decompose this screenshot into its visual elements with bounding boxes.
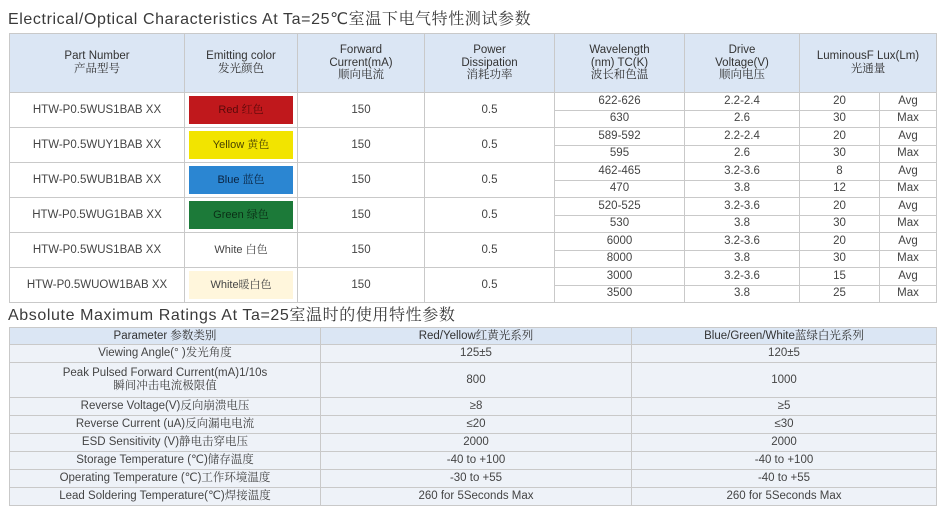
wavelength-cell: 622-626 <box>555 93 685 111</box>
luminous-flux-cell: 25 <box>800 285 880 303</box>
color-swatch: Red 红色 <box>189 96 293 124</box>
wavelength-cell: 595 <box>555 145 685 163</box>
stat-label-cell: Avg <box>880 128 937 146</box>
parameter-label: Peak Pulsed Forward Current(mA)1/10s <box>62 367 268 380</box>
parameter-cell <box>10 434 321 452</box>
electrical-characteristics-table <box>9 33 937 303</box>
stat-label-cell: Max <box>880 215 937 233</box>
drive-voltage-cell: 3.8 <box>685 215 800 233</box>
header-drive-voltage: Drive Voltage(V) 顺向电压 <box>685 34 800 93</box>
color-swatch: Yellow 黄色 <box>189 131 293 159</box>
forward-current-cell: 150 <box>298 163 425 198</box>
wavelength-cell: 470 <box>555 180 685 198</box>
electrical-section-title: Electrical/Optical Characteristics At Ta=25℃室温下电气特性测试参数 <box>8 11 532 28</box>
parameter-label: Viewing Angle(° )发光角度 <box>98 347 232 360</box>
wavelength-cell: 3000 <box>555 268 685 286</box>
luminous-flux-cell: 20 <box>800 128 880 146</box>
drive-voltage-cell: 2.6 <box>685 145 800 163</box>
wavelength-cell: 6000 <box>555 233 685 251</box>
red-yellow-value-cell: 2000 <box>321 434 632 452</box>
part-number-cell: HTW-P0.5WUY1BAB XX <box>10 128 185 163</box>
blue-green-white-value-cell: 260 for 5Seconds Max <box>632 488 937 506</box>
color-swatch: Blue 蓝色 <box>189 166 293 194</box>
power-dissipation-cell: 0.5 <box>425 128 555 163</box>
blue-green-white-value-cell: ≤30 <box>632 416 937 434</box>
parameter-label: Reverse Current (uA)反向漏电电流 <box>75 418 255 431</box>
part-number-cell: HTW-P0.5WUS1BAB XX <box>10 93 185 128</box>
luminous-flux-cell: 20 <box>800 198 880 216</box>
red-yellow-value-cell: 800 <box>321 363 632 398</box>
emitting-color-cell <box>185 163 298 198</box>
absolute-section-title: Absolute Maximum Ratings At Ta=25室温时的使用特性参数 <box>8 307 456 324</box>
wavelength-cell: 462-465 <box>555 163 685 181</box>
absolute-header-row <box>10 328 937 345</box>
part-number-cell: HTW-P0.5WUB1BAB XX <box>10 163 185 198</box>
red-yellow-value-cell: 125±5 <box>321 345 632 363</box>
parameter-label: Lead Soldering Temperature(℃)焊接温度 <box>59 490 271 503</box>
power-dissipation-cell: 0.5 <box>425 268 555 303</box>
parameter-label: Operating Temperature (℃)工作环境温度 <box>59 472 271 485</box>
stat-label-cell: Avg <box>880 268 937 286</box>
wavelength-cell: 520-525 <box>555 198 685 216</box>
stat-label-cell: Max <box>880 250 937 268</box>
emitting-color-cell <box>185 233 298 268</box>
parameter-cell <box>10 488 321 506</box>
power-dissipation-cell: 0.5 <box>425 233 555 268</box>
color-swatch: White暖白色 <box>189 271 293 299</box>
stat-label-cell: Max <box>880 285 937 303</box>
table-row <box>10 488 937 506</box>
wavelength-cell: 8000 <box>555 250 685 268</box>
table-row <box>10 128 937 146</box>
table-row <box>10 434 937 452</box>
header-part-number: Part Number 产品型号 <box>10 34 185 93</box>
parameter-label: 瞬间冲击电流极限值 <box>113 380 217 392</box>
header-forward-current: Forward Current(mA) 顺向电流 <box>298 34 425 93</box>
red-yellow-value-cell: -40 to +100 <box>321 452 632 470</box>
table-row <box>10 233 937 251</box>
header-blue-green-white: Blue/Green/White蓝绿白光系列 <box>632 328 937 345</box>
drive-voltage-cell: 3.2-3.6 <box>685 163 800 181</box>
parameter-cell <box>10 470 321 488</box>
parameter-cell <box>10 416 321 434</box>
red-yellow-value-cell: -30 to +55 <box>321 470 632 488</box>
wavelength-cell: 3500 <box>555 285 685 303</box>
blue-green-white-value-cell: 2000 <box>632 434 937 452</box>
header-red-yellow: Red/Yellow红黄光系列 <box>321 328 632 345</box>
stat-label-cell: Max <box>880 180 937 198</box>
table-row <box>10 93 937 111</box>
forward-current-cell: 150 <box>298 198 425 233</box>
wavelength-cell: 589-592 <box>555 128 685 146</box>
part-number-cell: HTW-P0.5WUG1BAB XX <box>10 198 185 233</box>
luminous-flux-cell: 30 <box>800 250 880 268</box>
blue-green-white-value-cell: 1000 <box>632 363 937 398</box>
forward-current-cell: 150 <box>298 128 425 163</box>
red-yellow-value-cell: ≥8 <box>321 398 632 416</box>
stat-label-cell: Max <box>880 145 937 163</box>
power-dissipation-cell: 0.5 <box>425 93 555 128</box>
header-power-dissipation: Power Dissipation 消耗功率 <box>425 34 555 93</box>
drive-voltage-cell: 2.2-2.4 <box>685 93 800 111</box>
drive-voltage-cell: 3.2-3.6 <box>685 268 800 286</box>
stat-label-cell: Avg <box>880 198 937 216</box>
luminous-flux-cell: 20 <box>800 93 880 111</box>
luminous-flux-cell: 30 <box>800 110 880 128</box>
electrical-header-row <box>10 34 937 93</box>
table-row <box>10 345 937 363</box>
table-row <box>10 416 937 434</box>
blue-green-white-value-cell: -40 to +100 <box>632 452 937 470</box>
absolute-maximum-ratings-table <box>9 327 937 506</box>
emitting-color-cell <box>185 93 298 128</box>
power-dissipation-cell: 0.5 <box>425 198 555 233</box>
table-row <box>10 398 937 416</box>
drive-voltage-cell: 3.8 <box>685 250 800 268</box>
color-swatch: Green 绿色 <box>189 201 293 229</box>
drive-voltage-cell: 2.2-2.4 <box>685 128 800 146</box>
emitting-color-cell <box>185 128 298 163</box>
drive-voltage-cell: 3.2-3.6 <box>685 198 800 216</box>
power-dissipation-cell: 0.5 <box>425 163 555 198</box>
table-row <box>10 470 937 488</box>
luminous-flux-cell: 20 <box>800 233 880 251</box>
table-row <box>10 452 937 470</box>
wavelength-cell: 630 <box>555 110 685 128</box>
stat-label-cell: Avg <box>880 163 937 181</box>
stat-label-cell: Avg <box>880 233 937 251</box>
stat-label-cell: Avg <box>880 93 937 111</box>
color-swatch: White 白色 <box>189 236 293 264</box>
table-row <box>10 198 937 216</box>
forward-current-cell: 150 <box>298 268 425 303</box>
luminous-flux-cell: 8 <box>800 163 880 181</box>
blue-green-white-value-cell: ≥5 <box>632 398 937 416</box>
blue-green-white-value-cell: -40 to +55 <box>632 470 937 488</box>
forward-current-cell: 150 <box>298 93 425 128</box>
parameter-cell <box>10 452 321 470</box>
parameter-cell <box>10 345 321 363</box>
part-number-cell: HTW-P0.5WUOW1BAB XX <box>10 268 185 303</box>
parameter-label: Reverse Voltage(V)反向崩溃电压 <box>80 400 250 413</box>
header-wavelength: Wavelength (nm) TC(K) 波长和色温 <box>555 34 685 93</box>
drive-voltage-cell: 3.8 <box>685 180 800 198</box>
parameter-cell <box>10 398 321 416</box>
blue-green-white-value-cell: 120±5 <box>632 345 937 363</box>
parameter-cell <box>10 363 321 398</box>
forward-current-cell: 150 <box>298 233 425 268</box>
emitting-color-cell <box>185 268 298 303</box>
wavelength-cell: 530 <box>555 215 685 233</box>
stat-label-cell: Max <box>880 110 937 128</box>
luminous-flux-cell: 15 <box>800 268 880 286</box>
header-parameter: Parameter 参数类别 <box>10 328 321 345</box>
luminous-flux-cell: 12 <box>800 180 880 198</box>
parameter-label: ESD Sensitivity (V)静电击穿电压 <box>81 436 249 449</box>
table-row <box>10 163 937 181</box>
part-number-cell: HTW-P0.5WUS1BAB XX <box>10 233 185 268</box>
table-row <box>10 363 937 398</box>
luminous-flux-cell: 30 <box>800 145 880 163</box>
header-luminous-flux: LuminousF Lux(Lm) 光通量 <box>800 34 937 93</box>
red-yellow-value-cell: ≤20 <box>321 416 632 434</box>
luminous-flux-cell: 30 <box>800 215 880 233</box>
parameter-label: Storage Temperature (℃)储存温度 <box>76 454 254 467</box>
header-emitting-color: Emitting color 发光颜色 <box>185 34 298 93</box>
drive-voltage-cell: 2.6 <box>685 110 800 128</box>
emitting-color-cell <box>185 198 298 233</box>
red-yellow-value-cell: 260 for 5Seconds Max <box>321 488 632 506</box>
table-row <box>10 268 937 286</box>
drive-voltage-cell: 3.8 <box>685 285 800 303</box>
drive-voltage-cell: 3.2-3.6 <box>685 233 800 251</box>
